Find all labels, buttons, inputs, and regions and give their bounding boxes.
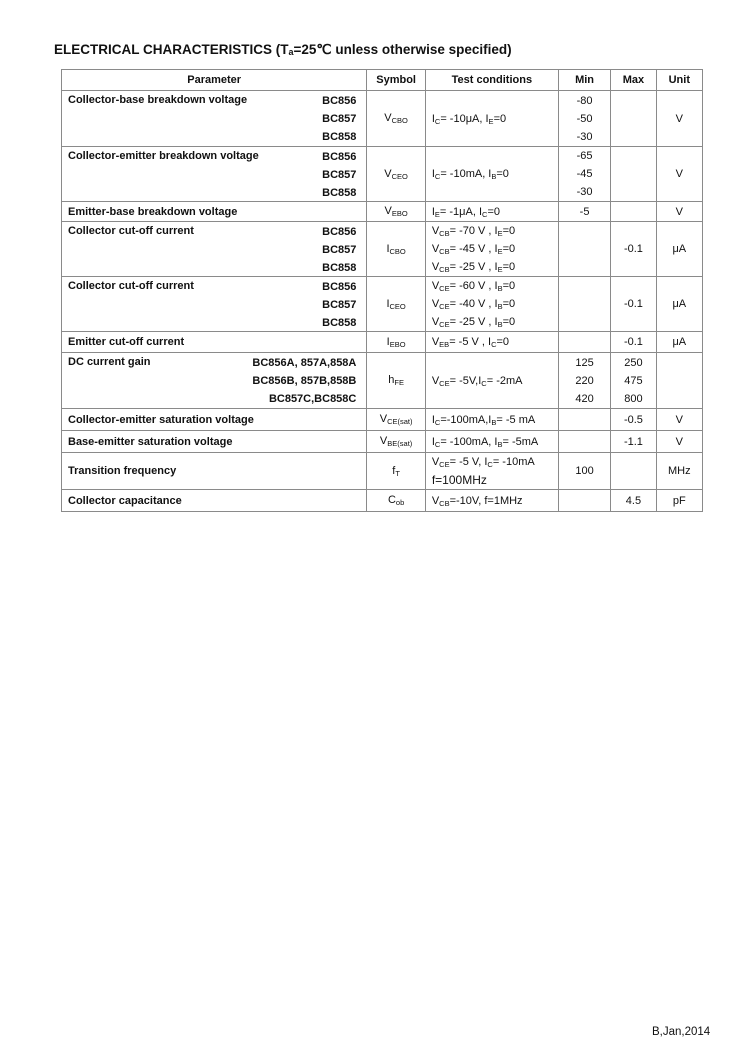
device-variants: [322, 225, 356, 279]
condition-text: =0: [487, 205, 500, 218]
unit-cell: V: [656, 147, 702, 202]
unit-cell: pF: [656, 490, 702, 512]
max-cell: [611, 91, 656, 147]
parameter-name: DC current gain: [68, 356, 151, 368]
condition-text: = -10mA: [492, 456, 535, 468]
symbol-subscript: T: [395, 468, 400, 478]
test-condition-line: [432, 203, 558, 221]
device-variant: BC857: [322, 244, 357, 256]
min-value: 125: [575, 356, 594, 369]
max-cell: [611, 431, 656, 453]
test-condition-line: [432, 165, 558, 183]
test-conditions-cell: [425, 353, 558, 409]
symbol-cell: [367, 222, 425, 277]
device-variant: BC856B, 857B,858B: [252, 375, 357, 387]
symbol-cell: [367, 202, 425, 222]
test-condition-line: [432, 453, 558, 471]
condition-subscript: E: [497, 265, 503, 274]
condition-subscript: CE: [439, 284, 450, 293]
symbol-subscript: EBO: [391, 209, 408, 218]
device-variant: BC856: [322, 281, 357, 293]
max-cell: [611, 222, 656, 277]
max-value: -0.1: [623, 243, 643, 255]
condition-text: I: [431, 112, 435, 125]
condition-text: = -40 V , I: [449, 298, 498, 310]
condition-subscript: C: [482, 209, 488, 219]
min-value: -80: [576, 94, 593, 107]
test-condition-line: [432, 372, 558, 390]
min-value: -50: [576, 112, 593, 125]
symbol-cell: [367, 431, 425, 453]
symbol-main: V: [384, 112, 392, 124]
condition-text: = -25 V , I: [449, 316, 498, 328]
table-row: [62, 202, 703, 222]
parameter-name: Collector-emitter breakdown voltage: [68, 150, 259, 162]
condition-subscript: CB: [439, 229, 450, 238]
parameter-name: Emitter cut-off current: [68, 336, 185, 348]
condition-text: I: [431, 168, 435, 180]
table-row: [62, 453, 703, 490]
table-row: [62, 222, 703, 277]
condition-text: V: [431, 316, 440, 328]
symbol-main: V: [384, 167, 392, 180]
condition-subscript: EB: [439, 340, 450, 349]
test-conditions-cell: [425, 431, 558, 453]
min-value: -30: [576, 186, 593, 198]
device-variants: [252, 356, 356, 410]
max-cell: [611, 409, 656, 431]
condition-text: = -60 V , I: [449, 280, 498, 292]
condition-text: V: [431, 456, 440, 468]
condition-text: =0: [502, 243, 516, 255]
symbol-cell: [367, 490, 425, 512]
condition-subscript: B: [497, 320, 503, 329]
title-text: ELECTRICAL CHARACTERISTICS (T: [54, 42, 289, 57]
condition-subscript: CB: [439, 265, 450, 274]
test-conditions-cell: [425, 490, 558, 512]
device-variant: BC856A, 857A,858A: [252, 357, 357, 369]
condition-subscript: CE: [439, 460, 450, 469]
condition-text: I: [431, 413, 435, 426]
table-body: [62, 91, 703, 512]
section-title: [54, 42, 512, 58]
condition-text: =-100mA,I: [440, 413, 492, 426]
min-cell: [558, 353, 610, 409]
min-value: 100: [575, 465, 594, 477]
table-row: [62, 431, 703, 453]
symbol-main: V: [379, 435, 388, 447]
condition-text: = -45 V , I: [449, 243, 498, 255]
header-test-conditions: Test conditions: [425, 70, 558, 91]
parameter-name: Emitter-base breakdown voltage: [68, 205, 238, 218]
test-condition-line: [432, 313, 558, 331]
revision-footer: B,Jan,2014: [652, 1026, 711, 1038]
test-condition-line: [432, 433, 558, 451]
test-condition-line: [432, 295, 558, 313]
device-variant: BC858: [322, 131, 357, 143]
min-value: -65: [576, 150, 593, 162]
device-variant: BC856: [322, 226, 357, 238]
test-conditions-cell: [425, 277, 558, 332]
symbol-subscript: EBO: [389, 339, 406, 349]
condition-text: =0: [496, 168, 509, 180]
unit-cell: MHz: [656, 453, 702, 490]
parameter-cell: [62, 490, 367, 512]
condition-text: V: [431, 225, 440, 237]
parameter-name: Collector capacitance: [68, 494, 182, 507]
symbol-subscript: CEO: [389, 301, 406, 311]
max-cell: [611, 453, 656, 490]
min-cell: [558, 431, 610, 453]
table-row: [62, 277, 703, 332]
unit-cell: V: [656, 91, 702, 147]
max-value: -0.5: [623, 413, 643, 426]
max-value: 250: [624, 356, 643, 369]
test-condition-line: [432, 222, 558, 240]
symbol-cell: [367, 409, 425, 431]
unit-cell: μA: [656, 222, 702, 277]
max-value: -0.1: [623, 336, 643, 348]
max-cell: [611, 353, 656, 409]
test-condition-line: [432, 471, 558, 489]
test-condition-line: [432, 492, 558, 510]
test-conditions-cell: [425, 202, 558, 222]
device-variants: [322, 94, 356, 148]
parameter-cell: [62, 353, 367, 409]
device-variant: BC857: [322, 169, 357, 181]
condition-subscript: B: [491, 172, 497, 181]
table-row: [62, 147, 703, 202]
electrical-characteristics-table: [61, 69, 703, 512]
device-variants: [322, 280, 356, 334]
test-condition-line: [432, 258, 558, 276]
symbol-main: I: [386, 335, 390, 348]
symbol-main: I: [386, 297, 390, 310]
condition-text: = -5 mA: [496, 413, 536, 426]
condition-subscript: CE: [439, 302, 450, 311]
symbol-main: f: [392, 464, 396, 477]
min-value: -45: [576, 168, 593, 180]
device-variants: [322, 150, 356, 204]
parameter-cell: [62, 91, 367, 147]
title-subscript: a: [288, 47, 294, 57]
condition-text: = -100mA, I: [440, 435, 498, 448]
min-cell: [558, 202, 610, 222]
symbol-subscript: FE: [394, 378, 404, 387]
header-symbol: Symbol: [367, 70, 425, 91]
parameter-cell: [62, 277, 367, 332]
symbol-subscript: CE(sat): [387, 417, 413, 426]
header-min: Min: [558, 70, 610, 91]
device-variant: BC857: [322, 299, 357, 311]
min-cell: [558, 147, 610, 202]
symbol-subscript: ob: [395, 498, 405, 507]
condition-text: =0: [502, 280, 516, 292]
condition-subscript: C: [481, 378, 487, 388]
device-variant: BC856: [322, 151, 357, 163]
condition-subscript: CE: [439, 378, 450, 388]
device-variant: BC858: [322, 317, 357, 329]
condition-subscript: CB: [439, 498, 450, 508]
symbol-cell: [367, 353, 425, 409]
min-cell: [558, 277, 610, 332]
test-condition-line: [432, 333, 558, 351]
condition-text: = -10mA, I: [440, 168, 492, 180]
condition-subscript: CB: [439, 247, 450, 256]
min-value: -5: [579, 205, 590, 218]
condition-subscript: C: [487, 460, 493, 469]
symbol-main: V: [384, 205, 392, 217]
condition-text: V: [431, 280, 440, 292]
condition-text: = -5V,I: [449, 374, 482, 387]
symbol-cell: [367, 91, 425, 147]
symbol-cell: [367, 453, 425, 490]
parameter-name: Collector-base breakdown voltage: [68, 94, 248, 106]
condition-subscript: B: [497, 284, 503, 293]
unit-cell: μA: [656, 277, 702, 332]
max-value: 800: [624, 392, 643, 405]
unit-cell: V: [656, 431, 702, 453]
condition-text: = -5 V, I: [449, 456, 488, 468]
condition-subscript: C: [491, 340, 497, 349]
device-variant: BC858: [322, 262, 357, 274]
test-conditions-cell: [425, 332, 558, 353]
condition-text: =0: [502, 225, 516, 237]
condition-text: V: [431, 336, 440, 348]
condition-text: f=100MHz: [431, 473, 487, 487]
min-cell: [558, 91, 610, 147]
condition-text: V: [431, 243, 440, 255]
condition-subscript: C: [434, 172, 441, 181]
test-condition-line: [432, 110, 558, 128]
title-text-suffix: =25℃ unless otherwise specified): [293, 42, 512, 57]
condition-subscript: E: [434, 209, 440, 219]
condition-text: =0: [502, 261, 516, 273]
condition-text: V: [431, 494, 440, 507]
test-conditions-cell: [425, 147, 558, 202]
condition-text: = -5mA: [502, 435, 539, 448]
condition-subscript: CE: [439, 320, 450, 329]
unit-cell: V: [656, 409, 702, 431]
symbol-cell: [367, 147, 425, 202]
symbol-subscript: BE(sat): [387, 439, 413, 448]
parameter-cell: [62, 147, 367, 202]
max-value: 475: [624, 374, 643, 387]
condition-text: =0: [502, 316, 516, 328]
max-cell: [611, 277, 656, 332]
unit-cell: μA: [656, 332, 702, 353]
symbol-subscript: CEO: [391, 171, 408, 181]
symbol-main: C: [387, 494, 396, 506]
test-conditions-cell: [425, 409, 558, 431]
parameter-cell: [62, 222, 367, 277]
condition-subscript: C: [434, 417, 441, 427]
condition-subscript: B: [497, 439, 503, 449]
test-conditions-cell: [425, 222, 558, 277]
test-condition-line: [432, 277, 558, 295]
unit-cell: V: [656, 202, 702, 222]
parameter-cell: [62, 409, 367, 431]
condition-subscript: C: [434, 116, 441, 126]
symbol-cell: [367, 277, 425, 332]
device-variant: BC857C,BC858C: [268, 393, 357, 405]
min-cell: [558, 490, 610, 512]
condition-subscript: B: [491, 417, 497, 427]
min-value: 220: [575, 374, 594, 387]
condition-text: V: [431, 374, 440, 387]
condition-subscript: C: [434, 439, 441, 449]
condition-text: V: [431, 298, 440, 310]
symbol-main: I: [386, 242, 390, 255]
min-cell: [558, 332, 610, 353]
condition-subscript: E: [497, 247, 503, 256]
table-row: [62, 91, 703, 147]
symbol-subscript: CBO: [389, 246, 406, 256]
test-condition-line: [432, 240, 558, 258]
min-value: -30: [576, 130, 593, 143]
parameter-name: Collector cut-off current: [68, 280, 194, 292]
condition-text: I: [431, 435, 435, 448]
condition-text: I: [431, 205, 435, 218]
device-variant: BC858: [322, 187, 357, 199]
parameter-cell: [62, 332, 367, 353]
header-unit: Unit: [656, 70, 702, 91]
header-max: Max: [611, 70, 656, 91]
test-condition-line: [432, 411, 558, 429]
parameter-cell: [62, 453, 367, 490]
test-conditions-cell: [425, 453, 558, 490]
max-cell: [611, 202, 656, 222]
condition-subscript: E: [497, 229, 503, 238]
condition-subscript: B: [497, 302, 503, 311]
min-cell: [558, 409, 610, 431]
parameter-cell: [62, 202, 367, 222]
max-value: -0.1: [623, 298, 643, 310]
symbol-cell: [367, 332, 425, 353]
symbol-subscript: CBO: [391, 116, 408, 125]
parameter-name: Collector-emitter saturation voltage: [68, 413, 254, 426]
condition-text: =-10V, f=1MHz: [449, 494, 523, 507]
device-variant: BC856: [322, 95, 357, 107]
table-row: [62, 332, 703, 353]
test-conditions-cell: [425, 91, 558, 147]
condition-text: = -1μA, I: [439, 205, 483, 218]
max-value: 4.5: [625, 494, 642, 507]
condition-text: = -10μA, I: [440, 112, 489, 125]
min-value: 420: [575, 392, 594, 405]
condition-text: =0: [493, 112, 507, 125]
min-cell: [558, 453, 610, 490]
condition-text: = -70 V , I: [449, 225, 498, 237]
table-row: [62, 409, 703, 431]
min-cell: [558, 222, 610, 277]
table-header-row: [62, 70, 703, 91]
condition-text: V: [431, 261, 440, 273]
parameter-name: Transition frequency: [68, 465, 177, 477]
symbol-main: V: [379, 413, 388, 425]
parameter-name: Collector cut-off current: [68, 225, 194, 237]
max-cell: [611, 490, 656, 512]
table-row: [62, 353, 703, 409]
parameter-cell: [62, 431, 367, 453]
unit-cell: [656, 353, 702, 409]
condition-text: = -25 V , I: [449, 261, 498, 273]
condition-text: = -2mA: [486, 374, 523, 387]
max-cell: [611, 147, 656, 202]
device-variant: BC857: [322, 113, 357, 125]
symbol-main: h: [388, 374, 395, 386]
parameter-name: Base-emitter saturation voltage: [68, 435, 233, 448]
condition-subscript: E: [488, 116, 494, 126]
condition-text: = -5 V , I: [449, 336, 492, 348]
header-parameter: Parameter: [62, 70, 367, 91]
table-row: [62, 490, 703, 512]
max-cell: [611, 332, 656, 353]
condition-text: =0: [502, 298, 516, 310]
max-value: -1.1: [623, 435, 643, 448]
condition-text: =0: [496, 336, 510, 348]
